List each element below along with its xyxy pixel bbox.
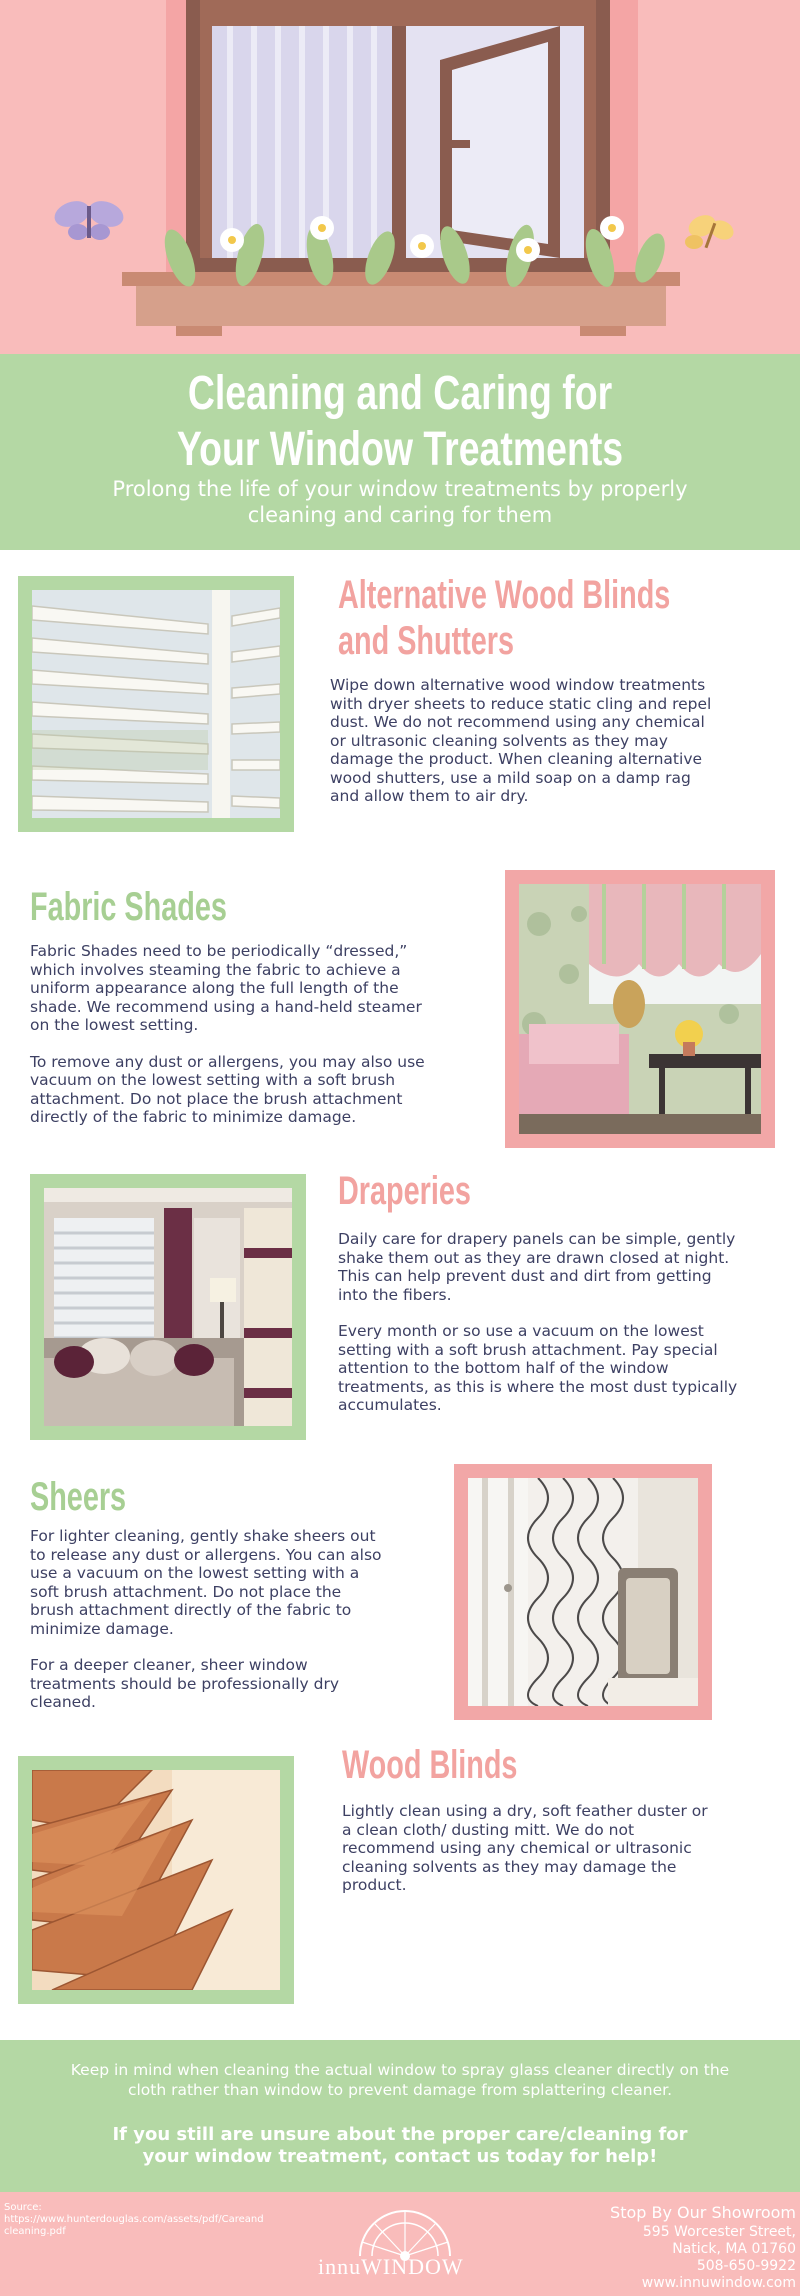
phone-number[interactable]: 508-650-9922 [696,2258,796,2274]
source-link[interactable]: https://www.hunterdouglas.com/assets/pdf/Careandcleaning.pdf [4,2214,264,2237]
shutters-photo-frame [18,576,294,832]
wood-blinds-photo-frame [18,1756,294,2004]
section-heading-sheers: Sheers [30,1475,127,1519]
draperies-photo [44,1188,292,1426]
logo-text: innuWINDOW [318,2254,464,2279]
innuwindow-logo [300,2206,510,2286]
address-line-2: Natick, MA 01760 [672,2241,796,2257]
sheers-photo-frame [454,1464,712,1720]
fabric-shades-photo [519,884,761,1134]
page-title [88,366,712,478]
section-text-fabric-shades: Fabric Shades need to be periodically “dressed,” which involves steaming the fabric to achieve a uniform appearance along the full length of the shade. We recommend using a hand-held steamer on the lowest setting. To remove any dust or allergens, you may also use vacuum on the lowest setting with a soft brush attachment. Do not place the brush attachment directly of the fabric to minimize damage. [30,942,425,1126]
section-text-draperies: Daily care for drapery panels can be simple, gently shake them out as they are drawn closed at night. This can help prevent dust and dirt from getting into the fibers. Every month or so use a vacuum on the lowest setting with a soft brush attachment. Pay special attention to the bottom half of the window treatments, as this is where the most dust typically accumulates. [338,1230,738,1414]
title-band [0,354,800,550]
sheers-photo [468,1478,698,1706]
showroom-title: Stop By Our Showroom [610,2203,796,2222]
cta-band [0,2040,800,2192]
window-cleaning-note: Keep in mind when cleaning the actual window to spray glass cleaner directly on the cloth rather than window to prevent damage from splattering cleaner. [70,2061,730,2099]
wood-blinds-photo [32,1770,280,1990]
page-title-line2: Your Window Treatments [176,423,624,476]
section-text-alternative-wood-blinds: Wipe down alternative wood window treatments with dryer sheets to reduce static cling and repel dust. We do not recommend using any chemical or ultrasonic cleaning solvents as they may damage the product. When cleaning alternative wood shutters, use a mild soap on a damp rag and allow them to air dry. [330,676,712,805]
section-heading-alternative-wood-blinds: Alternative Wood Blinds and Shutters [338,573,671,663]
section-heading-fabric-shades: Fabric Shades [30,885,227,929]
website-link[interactable]: www.innuwindow.com [641,2275,796,2291]
source-label: Source: [4,2202,42,2213]
page-subtitle: Prolong the life of your window treatments by properly cleaning and caring for them [112,477,688,527]
section-heading-wood-blinds: Wood Blinds [342,1743,518,1787]
address-line-1: 595 Worcester Street, [642,2224,796,2240]
contact-help-text: If you still are unsure about the proper care/cleaning for your window treatment, contact us today for help! [112,2124,688,2167]
showroom-info [610,2202,796,2292]
hero-illustration [0,0,800,354]
draperies-photo-frame [30,1174,306,1440]
page-title-line1: Cleaning and Caring for [187,367,613,420]
section-heading-draperies: Draperies [338,1169,471,1213]
fabric-shades-photo-frame [505,870,775,1148]
source-citation [4,2202,264,2238]
shutters-photo [32,590,280,818]
section-text-wood-blinds: Lightly clean using a dry, soft feather duster or a clean cloth/ dusting mitt. We do not recommend using any chemical or ultrasonic cleaning solvents as they may damage the product. [342,1802,708,1894]
footer [0,2192,800,2296]
section-text-sheers: For lighter cleaning, gently shake sheers out to release any dust or allergens. You can also use a vacuum on the lowest setting with a soft brush attachment. Do not place the brush attachment directly of the fabric to minimize damage. For a deeper cleaner, sheer window treatments should be professionally dry cleaned. [30,1527,382,1711]
